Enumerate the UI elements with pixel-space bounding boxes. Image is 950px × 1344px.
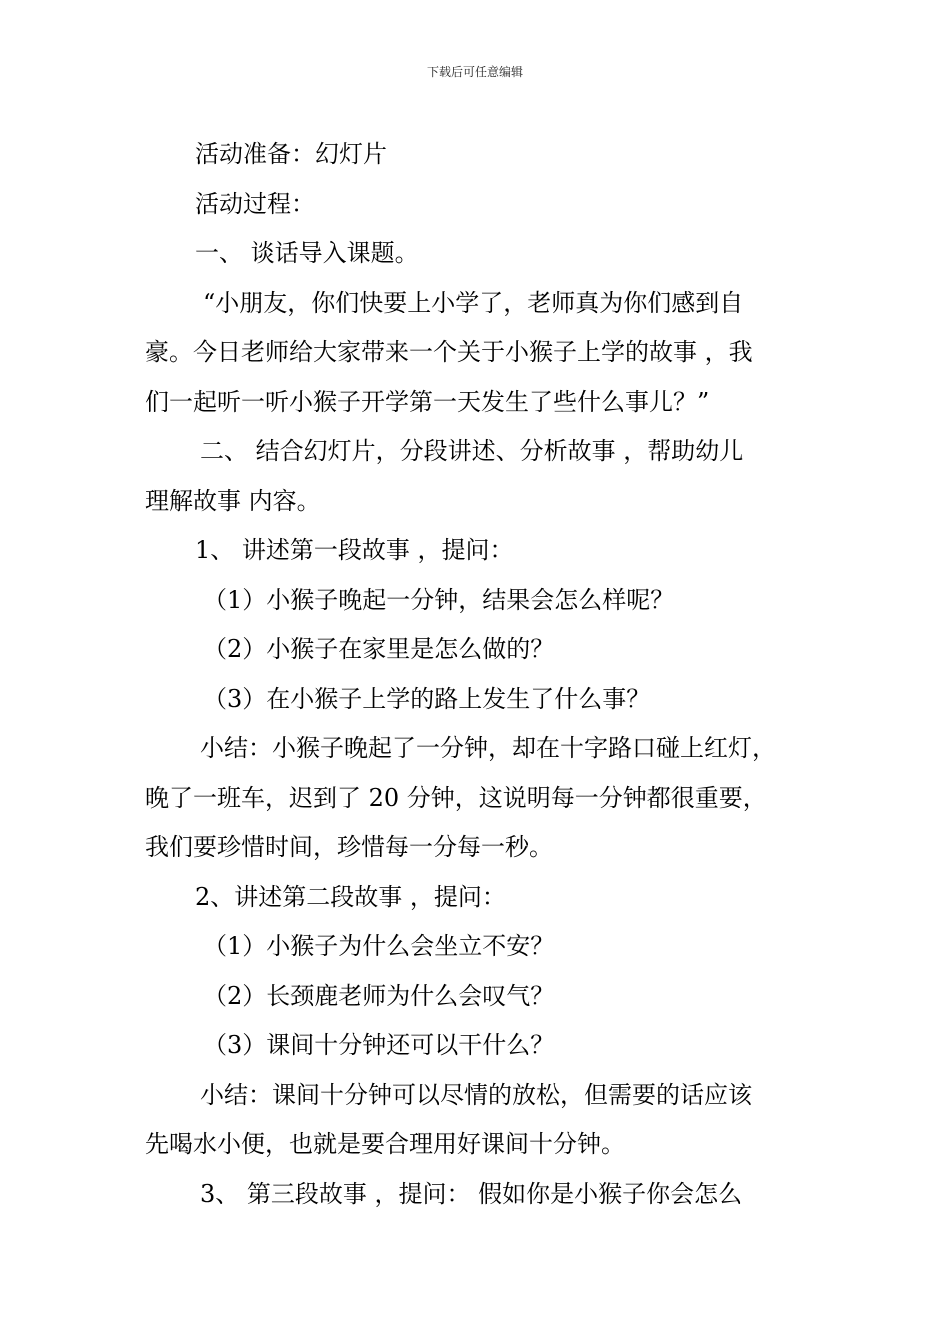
text-line: 豪。今日老师给大家带来一个关于小猴子上学的故事 ，我 <box>145 338 753 366</box>
text-line: 小结：课间十分钟可以尽情的放松，但需要的话应该 <box>200 1080 752 1109</box>
text-line: 我们要珍惜时间，珍惜每一分每一秒。 <box>145 833 553 861</box>
text-line: （2）长颈鹿老师为什么会叹气？ <box>203 981 555 1010</box>
text-line: （1）小猴子晚起一分钟，结果会怎么样呢？ <box>203 585 675 614</box>
text-line: 先喝水小便，也就是要合理用好课间十分钟。 <box>145 1130 625 1158</box>
text-line: 理解故事 内容。 <box>145 486 321 515</box>
text-line: 2、讲述第二段故事 ，提问： <box>195 882 506 911</box>
text-line: 活动过程： <box>195 189 315 218</box>
text-line: “小朋友，你们快要上小学了，老师真为你们感到自 <box>203 288 744 317</box>
document-body <box>145 130 835 1219</box>
text-line: 活动准备：幻灯片 <box>195 140 387 168</box>
text-line: （2）小猴子在家里是怎么做的？ <box>203 635 555 663</box>
text-line: （1）小猴子为什么会坐立不安？ <box>203 932 555 960</box>
text-line: 3、 第三段故事 ，提问： 假如你是小猴子你会怎么 <box>200 1179 743 1208</box>
text-line: 们一起听一听小猴子开学第一天发生了些什么事儿？” <box>145 387 710 416</box>
text-line: 一、 谈话导入课题。 <box>195 239 419 267</box>
text-line: 晚了一班车，迟到了 20 分钟，这说明每一分钟都很重要， <box>145 783 767 812</box>
text-line: （3）课间十分钟还可以干什么？ <box>203 1031 555 1059</box>
text-line: 二、 结合幻灯片，分段讲述、分析故事 ，帮助幼儿 <box>200 437 744 465</box>
text-line: 小结：小猴子晚起了一分钟，却在十字路口碰上红灯， <box>200 734 776 762</box>
page-header: 下载后可任意编辑 <box>426 65 523 79</box>
text-line: （3）在小猴子上学的路上发生了什么事？ <box>203 684 651 713</box>
text-line: 1、 讲述第一段故事 ，提问： <box>195 536 514 564</box>
